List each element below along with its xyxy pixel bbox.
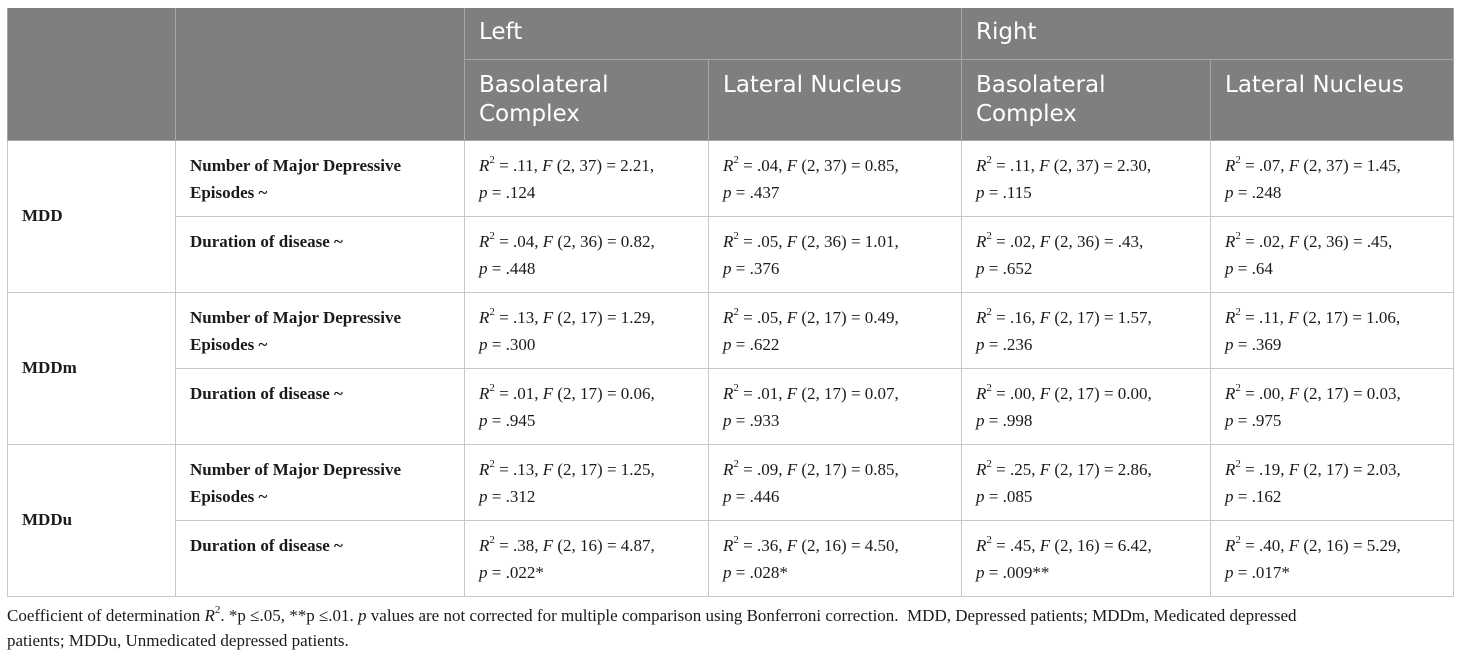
r2-value: = .11,: [991, 155, 1040, 175]
f-value: (2, 17) = 0.07,: [797, 383, 899, 403]
p-value: = .236: [984, 334, 1033, 354]
f-value: (2, 37) = 2.21,: [552, 155, 655, 175]
r2-value: = .11,: [1240, 307, 1289, 327]
p-value: = .652: [984, 258, 1033, 278]
r2-value: = .25,: [991, 459, 1040, 479]
f-value: (2, 36) = .45,: [1299, 231, 1393, 251]
stat-cell: $R^2 = .05$, F (2, 36) = 1.01, p = .376: [709, 216, 962, 292]
p-value: = .085: [984, 486, 1033, 506]
table-row: [8, 216, 1454, 292]
stat-cell: $R^2 = .01$, F (2, 17) = 0.06, p = .945: [465, 368, 709, 444]
subheader-line: Complex: [479, 100, 580, 127]
f-value: (2, 17) = 2.86,: [1050, 459, 1152, 479]
f-value: (2, 17) = 1.29,: [553, 307, 655, 327]
stat-cell: $R^2 = .11$, F (2, 37) = 2.21, p = .124: [465, 140, 709, 216]
r2-value: = .04,: [738, 155, 787, 175]
r2-value: = .02,: [991, 231, 1040, 251]
stat-cell: $R^2 = .38$, F (2, 16) = 4.87, p = .022*: [465, 520, 709, 596]
f-value: (2, 17) = 1.25,: [553, 459, 655, 479]
f-value: (2, 37) = 0.85,: [797, 155, 899, 175]
r2-value: = .05,: [738, 231, 787, 251]
p-value: = .998: [984, 410, 1033, 430]
header-right: Right: [962, 8, 1454, 59]
f-value: (2, 36) = 0.82,: [553, 231, 655, 251]
row-label: [176, 520, 465, 596]
p-value: = .376: [731, 258, 780, 278]
f-value: (2, 17) = 0.49,: [797, 307, 899, 327]
r2-value: = .00,: [991, 383, 1040, 403]
r2-value: = .13,: [494, 459, 543, 479]
table-row: [8, 444, 1454, 520]
table-row: [8, 140, 1454, 216]
p-value: = .162: [1233, 486, 1282, 506]
stat-cell: $R^2 = .05$, F (2, 17) = 0.49, p = .622: [709, 292, 962, 368]
p-value: = .622: [731, 334, 780, 354]
subheader-line: Lateral Nucleus: [723, 71, 902, 98]
p-value: = .64: [1233, 258, 1273, 278]
p-value: = .300: [487, 334, 536, 354]
r2-value: = .02,: [1240, 231, 1289, 251]
p-value: = .115: [984, 182, 1032, 202]
stat-cell: $R^2 = .07$, F (2, 37) = 1.45, p = .248: [1211, 140, 1454, 216]
r2-value: = .01,: [738, 383, 787, 403]
subheader-4: [1211, 59, 1454, 140]
subheader-2: [709, 59, 962, 140]
stat-cell: $R^2 = .11$, F (2, 17) = 1.06, p = .369: [1211, 292, 1454, 368]
p-value: = .028*: [731, 562, 788, 582]
row-label-line: Episodes ~: [190, 334, 268, 354]
r2-value: = .11,: [494, 155, 543, 175]
stat-cell: $R^2 = .13$, F (2, 17) = 1.25, p = .312: [465, 444, 709, 520]
subheader-line: Basolateral: [976, 71, 1106, 98]
stat-cell: $R^2 = .09$, F (2, 17) = 0.85, p = .446: [709, 444, 962, 520]
p-value: = .945: [487, 410, 536, 430]
p-value: = .369: [1233, 334, 1282, 354]
r2-value: = .00,: [1240, 383, 1289, 403]
caption-line-1: Coefficient of determination $R^2$. *p ≤.05, **p ≤.01. p values are not corrected for multiple comparison using Bonferroni correction. MDD, Depressed patients; MDDm, Medicated depressed: [7, 604, 1297, 625]
group-label: MDDm: [8, 292, 176, 444]
row-label: [176, 216, 465, 292]
stat-cell: $R^2 = .11$, F (2, 37) = 2.30, p = .115: [962, 140, 1211, 216]
f-value: (2, 17) = 1.06,: [1298, 307, 1401, 327]
f-value: (2, 16) = 5.29,: [1299, 535, 1401, 555]
group-label: MDD: [8, 140, 176, 292]
f-value: (2, 17) = 2.03,: [1299, 459, 1401, 479]
stat-cell: $R^2 = .04$, F (2, 37) = 0.85, p = .437: [709, 140, 962, 216]
row-label: [176, 368, 465, 444]
r2-value: = .13,: [494, 307, 543, 327]
stat-cell: $R^2 = .01$, F (2, 17) = 0.07, p = .933: [709, 368, 962, 444]
f-value: (2, 17) = 0.00,: [1050, 383, 1152, 403]
table-caption: [7, 603, 1457, 653]
f-value: (2, 17) = 0.03,: [1299, 383, 1401, 403]
p-value: = .448: [487, 258, 536, 278]
f-value: (2, 36) = 1.01,: [797, 231, 899, 251]
f-value: (2, 37) = 2.30,: [1049, 155, 1152, 175]
subheader-3: [962, 59, 1211, 140]
group-label: MDDu: [8, 444, 176, 596]
p-value: = .022*: [487, 562, 544, 582]
p-value: = .009**: [984, 562, 1050, 582]
row-label-line: Duration of disease ~: [190, 535, 343, 555]
subheader-line: Complex: [976, 100, 1077, 127]
stat-cell: $R^2 = .40$, F (2, 16) = 5.29, p = .017*: [1211, 520, 1454, 596]
header-blank-group: [8, 8, 176, 140]
results-table: [7, 8, 1454, 597]
subheader-1: [465, 59, 709, 140]
row-label-line: Number of Major Depressive: [190, 307, 402, 327]
f-value: (2, 16) = 4.87,: [553, 535, 655, 555]
row-label-line: Duration of disease ~: [190, 383, 343, 403]
row-label-line: Duration of disease ~: [190, 231, 343, 251]
row-label-line: Number of Major Depressive: [190, 155, 402, 175]
r2-value: = .40,: [1240, 535, 1289, 555]
r2-value: = .45,: [991, 535, 1040, 555]
f-value: (2, 37) = 1.45,: [1299, 155, 1401, 175]
p-value: = .446: [731, 486, 780, 506]
r2-value: = .01,: [494, 383, 543, 403]
p-value: = .124: [487, 182, 536, 202]
stat-cell: $R^2 = .13$, F (2, 17) = 1.29, p = .300: [465, 292, 709, 368]
row-label-line: Episodes ~: [190, 486, 268, 506]
p-value: = .312: [487, 486, 536, 506]
f-value: (2, 36) = .43,: [1050, 231, 1144, 251]
r2-value: = .36,: [738, 535, 787, 555]
subheader-line: Basolateral: [479, 71, 609, 98]
f-value: (2, 17) = 0.85,: [797, 459, 899, 479]
f-value: (2, 17) = 0.06,: [553, 383, 655, 403]
header-left: Left: [465, 8, 962, 59]
r2-value: = .07,: [1240, 155, 1289, 175]
stat-cell: $R^2 = .02$, F (2, 36) = .43, p = .652: [962, 216, 1211, 292]
header-blank-label: [176, 8, 465, 140]
r2-value: = .16,: [991, 307, 1040, 327]
table-row: [8, 520, 1454, 596]
r2-value: = .04,: [494, 231, 543, 251]
row-label: [176, 444, 465, 520]
stat-cell: $R^2 = .45$, F (2, 16) = 6.42, p = .009**: [962, 520, 1211, 596]
row-label-line: Number of Major Depressive: [190, 459, 402, 479]
subheader-line: Lateral Nucleus: [1225, 71, 1404, 98]
r2-value: = .05,: [738, 307, 787, 327]
r2-value: = .38,: [494, 535, 543, 555]
f-value: (2, 17) = 1.57,: [1050, 307, 1152, 327]
stat-cell: $R^2 = .00$, F (2, 17) = 0.03, p = .975: [1211, 368, 1454, 444]
stat-cell: $R^2 = .02$, F (2, 36) = .45, p = .64: [1211, 216, 1454, 292]
row-label: [176, 140, 465, 216]
table-row: [8, 368, 1454, 444]
p-value: = .248: [1233, 182, 1282, 202]
stat-cell: $R^2 = .00$, F (2, 17) = 0.00, p = .998: [962, 368, 1211, 444]
f-value: (2, 16) = 6.42,: [1050, 535, 1152, 555]
p-value: = .437: [731, 182, 780, 202]
row-label: [176, 292, 465, 368]
stat-cell: $R^2 = .25$, F (2, 17) = 2.86, p = .085: [962, 444, 1211, 520]
p-value: = .933: [731, 410, 780, 430]
p-value: = .017*: [1233, 562, 1290, 582]
row-label-line: Episodes ~: [190, 182, 268, 202]
stat-cell: $R^2 = .36$, F (2, 16) = 4.50, p = .028*: [709, 520, 962, 596]
caption-line-2: patients; MDDu, Unmedicated depressed patients.: [7, 631, 349, 650]
stat-cell: $R^2 = .04$, F (2, 36) = 0.82, p = .448: [465, 216, 709, 292]
table-row: [8, 292, 1454, 368]
r2-value: = .09,: [738, 459, 787, 479]
r2-value: = .19,: [1240, 459, 1289, 479]
p-value: = .975: [1233, 410, 1282, 430]
stat-cell: $R^2 = .19$, F (2, 17) = 2.03, p = .162: [1211, 444, 1454, 520]
f-value: (2, 16) = 4.50,: [797, 535, 899, 555]
stat-cell: $R^2 = .16$, F (2, 17) = 1.57, p = .236: [962, 292, 1211, 368]
